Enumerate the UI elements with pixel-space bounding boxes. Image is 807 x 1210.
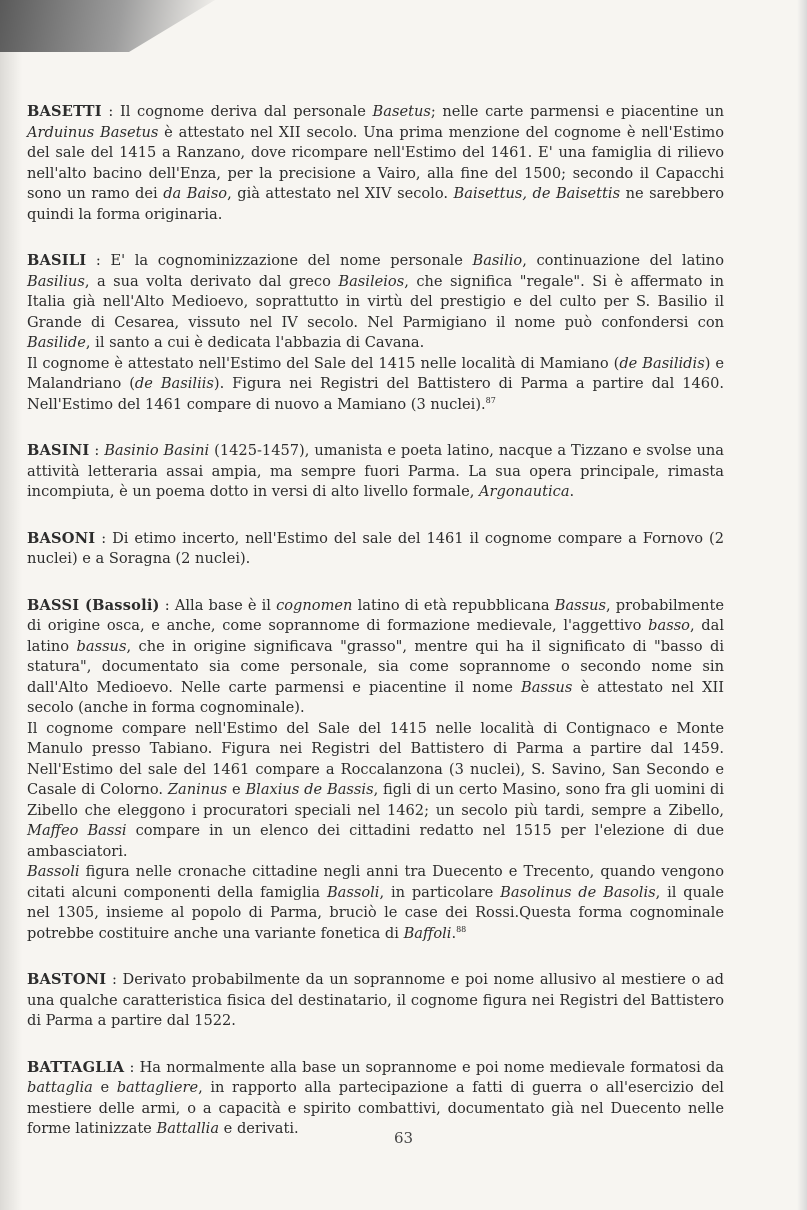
- text-run: (1425-1457), umanista e poeta latino, nacque a Tizzano e svolse una attività letteraria assai ampia, ma sempre fuori Parma. La sua opera principale, rimasta incompiuta, è un poema dotto in versi di alto livello formale,: [27, 442, 724, 500]
- entry-headword: BASONI: [27, 529, 96, 547]
- text-run: , a sua volta derivato dal greco: [84, 272, 339, 290]
- binding-shadow: [0, 0, 22, 1210]
- italic-term: Arduinus Basetus: [27, 123, 159, 141]
- text-run: , in rapporto alla partecipazione a fatti di guerra o all'esercizio del mestiere delle armi, o a capacità e spirito combattivi, documentato già nel Duecento nelle forme latinizzate: [27, 1079, 724, 1137]
- text-run: : Ha normalmente alla base un soprannome e poi nome medievale formatosi da: [124, 1058, 724, 1076]
- entry-basetti: [27, 102, 724, 225]
- entry-paragraph: [27, 354, 724, 416]
- text-run: ) e Malandriano (: [27, 354, 724, 392]
- text-run: : E' la cognominizzazione del nome personale: [86, 252, 473, 269]
- entry-paragraph: [27, 596, 724, 719]
- italic-term: de Basiliis: [134, 375, 214, 392]
- text-run: e: [92, 1079, 117, 1096]
- text-run: , già attestato nel XIV secolo.: [227, 185, 454, 202]
- text-run: , che in origine significava "grasso", mentre qui ha il significato di "basso di statura", documentato sia come personale, sia come soprannome o secondo nome sin dall'Alto Medioevo. Nelle carte parmensi e piacentine il nome: [27, 637, 725, 696]
- text-run: , figli di un certo Masino, sono fra gli uomini di Zibello che eleggono i procuratori speciali nel 1462; un secolo più tardi, sempre a Zibello,: [27, 781, 724, 819]
- italic-term: Battallia: [156, 1120, 220, 1137]
- text-run: e derivati.: [219, 1120, 299, 1137]
- italic-term: battagliere: [116, 1079, 199, 1096]
- entry-paragraph: [27, 862, 724, 944]
- italic-term: Bassoli: [326, 883, 380, 901]
- italic-term: Basetus: [372, 103, 431, 120]
- text-run: , continuazione del latino: [522, 252, 724, 269]
- scan-corner-shadow: [0, 0, 215, 52]
- entry-paragraph: [27, 441, 724, 503]
- italic-term: de Basilidis: [619, 354, 705, 372]
- text-run: Il cognome è attestato nell'Estimo del Sale del 1415 nelle località di Mamiano (: [27, 354, 620, 372]
- entry-bassi: [27, 596, 724, 945]
- entry-paragraph: [27, 970, 724, 1032]
- text-run: .: [569, 483, 575, 500]
- italic-term: Basolinus de Basolis: [500, 883, 656, 901]
- dictionary-text-block: [27, 102, 724, 1166]
- entry-headword: BASINI: [27, 442, 90, 459]
- text-run: ). Figura nei Registri del Battistero di Parma a partire dal 1460. Nell'Estimo del 1461 compare di nuovo a Mamiano (3 nuclei).: [27, 375, 724, 413]
- entry-paragraph: [27, 529, 724, 570]
- text-run: è attestato nel XII secolo (anche in forma cognominale).: [27, 678, 724, 716]
- text-run: compare in un elenco dei cittadini redatto nel 1515 per l'elezione di due ambasciatori.: [27, 822, 724, 860]
- text-run: : Derivato probabilmente da un soprannome e poi nome allusivo al mestiere o ad una qualche caratteristica fisica del destinatario, il cognome figura nei Registri del Battistero di Parma a partire dal 1522.: [27, 971, 724, 1029]
- entry-headword: BATTAGLIA: [27, 1058, 125, 1076]
- text-run: ne sarebbero quindi la forma originaria.: [27, 185, 724, 223]
- text-run: , probabilmente di origine osca, e anche, come soprannome di formazione medievale, l'aggettivo: [27, 596, 724, 634]
- entry-headword: BASSI (Bassoli): [27, 596, 160, 614]
- italic-term: battaglia: [27, 1079, 93, 1096]
- entry-basili: [27, 251, 724, 415]
- italic-term: Bassoli: [27, 863, 80, 880]
- italic-term: Baffoli: [403, 924, 452, 942]
- text-run: figura nelle cronache cittadine negli anni tra Duecento e Trecento, quando vengono citati alcuni componenti della famiglia: [27, 863, 724, 901]
- text-run: ; nelle carte parmensi e piacentine un: [430, 103, 724, 120]
- italic-term: bassus: [76, 637, 127, 655]
- italic-term: basso: [648, 617, 690, 634]
- entry-basoni: [27, 529, 724, 570]
- entry-bastoni: [27, 970, 724, 1032]
- entry-paragraph: [27, 719, 724, 863]
- entry-paragraph: [27, 102, 724, 225]
- italic-term: Argonautica: [478, 483, 570, 500]
- text-run: , il quale nel 1305, insieme al popolo di Parma, bruciò le case dei Rossi.Questa forma cognominale potrebbe costituire anche una variante fonetica di: [27, 883, 724, 942]
- italic-term: Bassus: [521, 678, 573, 696]
- italic-term: Zaninus: [167, 781, 228, 798]
- footnote-ref: 88: [456, 924, 467, 934]
- text-run: : Di etimo incerto, nell'Estimo del sale del 1461 il cognome compare a Fornovo (2 nuclei) e a Soragna (2 nuclei).: [27, 529, 724, 567]
- italic-term: Basilide: [27, 334, 86, 351]
- italic-term: Bassus: [554, 596, 607, 614]
- text-run: .: [451, 924, 457, 942]
- page-number: 63: [393, 1129, 414, 1147]
- entry-paragraph: [27, 1058, 724, 1140]
- italic-term: Baisettus, de Baisettis: [453, 185, 621, 202]
- text-run: e: [227, 781, 246, 798]
- entry-paragraph: [27, 251, 724, 354]
- entry-basini: [27, 441, 724, 503]
- text-run: latino di età repubblicana: [352, 596, 555, 614]
- italic-term: Basilius: [27, 272, 85, 290]
- text-run: : Il cognome deriva dal personale: [101, 103, 373, 120]
- text-run: , in particolare: [379, 883, 501, 901]
- footnote-ref: 87: [485, 395, 496, 405]
- italic-term: Basileios: [338, 272, 405, 290]
- italic-term: Maffeo Bassi: [27, 822, 127, 839]
- italic-term: Basinio Basini: [104, 442, 210, 459]
- text-run: , che significa "regale". Si è affermato in Italia già nell'Alto Medioevo, soprattutto in virtù del prestigio e del culto per S. Basilio il Grande di Cesarea, vissuto nel IV secolo. Nel Parmigiano il nome può confondersi con: [27, 272, 724, 331]
- entry-headword: BASETTI: [27, 103, 102, 120]
- text-run: , dal latino: [27, 617, 724, 655]
- text-run: : Alla base è il: [159, 596, 277, 614]
- page-edge-shadow: [797, 0, 807, 1210]
- text-run: Il cognome compare nell'Estimo del Sale del 1415 nelle località di Contignaco e Monte Manulo presso Tabiano. Figura nei Registri del Battistero di Parma a partire dal 1459. Nell'Estimo del sale del 1461 compare a Roccalanzona (3 nuclei), S. Savino, San Secondo e Casale di Colorno.: [27, 719, 724, 798]
- italic-term: Blaxius de Bassis: [245, 781, 374, 798]
- italic-term: Basilio: [472, 252, 523, 269]
- entry-battaglia: [27, 1058, 724, 1140]
- entry-headword: BASILI: [27, 252, 87, 269]
- text-run: è attestato nel XII secolo. Una prima menzione del cognome è nell'Estimo del sale del 1415 a Ranzano, dove ricompare nell'Estimo del 1461. E' una famiglia di rilievo nell'alto bacino dell'Enza, per la precisione a Vairo, alla fine del 1500; secondo il Capacchi sono un ramo dei: [27, 123, 724, 202]
- text-run: :: [89, 442, 105, 459]
- entry-headword: BASTONI: [27, 971, 107, 988]
- italic-term: cognomen: [276, 596, 353, 614]
- italic-term: da Baiso: [163, 185, 228, 202]
- text-run: , il santo a cui è dedicata l'abbazia di Cavana.: [85, 334, 425, 351]
